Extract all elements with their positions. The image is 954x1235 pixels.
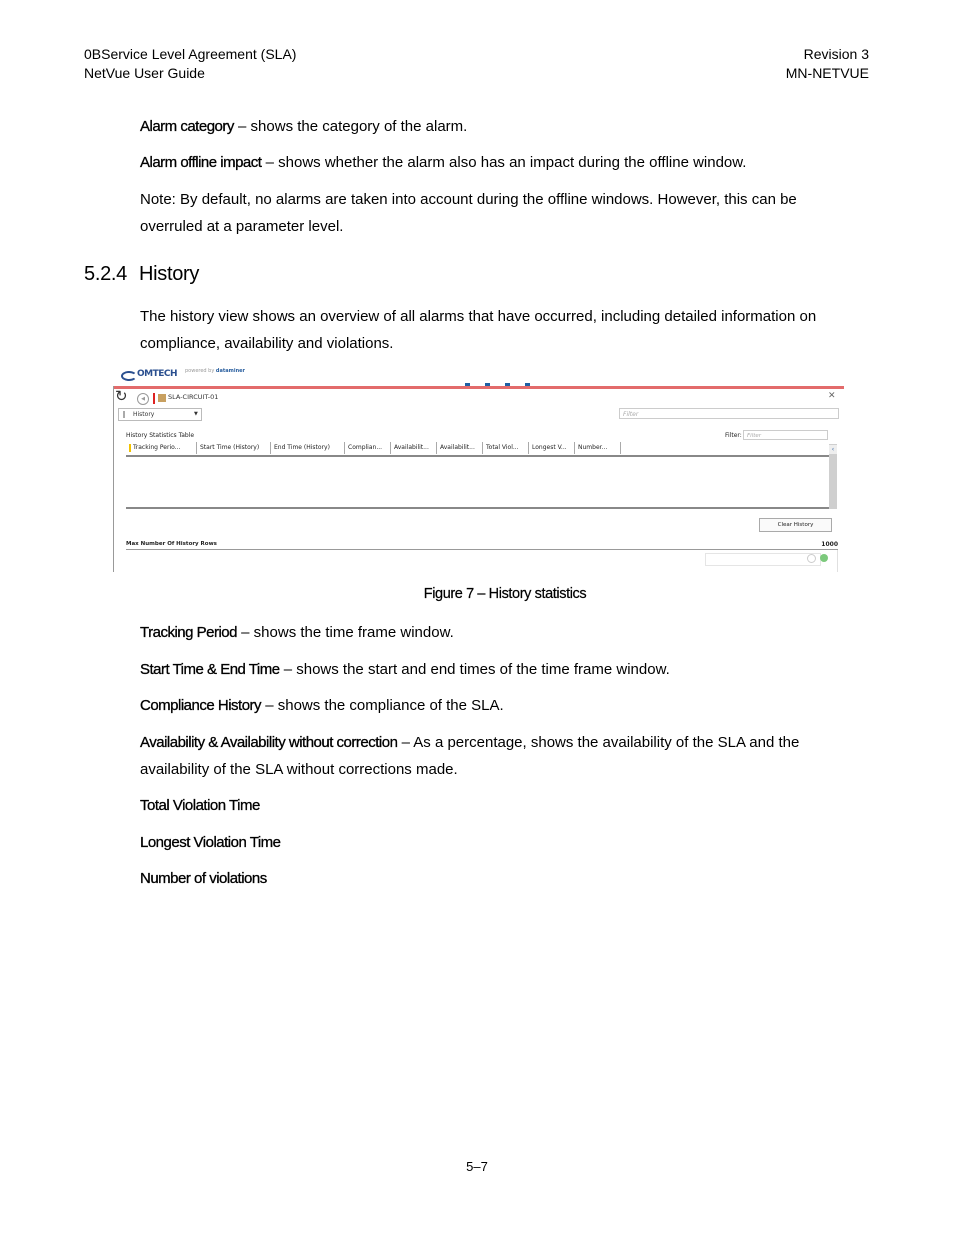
confirm-icon[interactable] bbox=[820, 554, 828, 562]
definition-term: Alarm offline impact bbox=[140, 154, 262, 171]
alarm-flag-icon bbox=[153, 393, 155, 404]
definition-start-end-time bbox=[140, 656, 860, 683]
back-icon[interactable]: ◀ bbox=[137, 393, 149, 405]
definition-alarm-category bbox=[140, 113, 860, 140]
table-filter-label: Filter: bbox=[725, 432, 742, 439]
page-header-right bbox=[786, 45, 869, 83]
definition-compliance-history bbox=[140, 692, 860, 719]
table-bottom-divider bbox=[126, 507, 829, 509]
max-rows-input[interactable] bbox=[705, 553, 821, 566]
powered-brand: dataminer bbox=[215, 368, 245, 374]
definition-tracking-period bbox=[140, 619, 860, 646]
header-guide-title: NetVue User Guide bbox=[84, 65, 205, 81]
select-marker bbox=[123, 411, 125, 418]
powered-by bbox=[185, 368, 245, 374]
column-header[interactable]: Number... bbox=[575, 442, 621, 454]
definition-term: Total Violation Time bbox=[140, 797, 260, 814]
header-revision: Revision 3 bbox=[803, 46, 869, 62]
definition-number-of-violations bbox=[140, 865, 860, 892]
figure-caption: Figure 7 – History statistics bbox=[423, 586, 587, 602]
definition-text: – shows the time frame window. bbox=[237, 624, 454, 641]
close-icon[interactable]: ✕ bbox=[828, 391, 836, 401]
section-heading bbox=[84, 263, 199, 286]
panel-right-border bbox=[837, 550, 838, 572]
column-header[interactable]: End Time (History) bbox=[271, 442, 345, 454]
app-topbar bbox=[113, 364, 845, 386]
definition-total-violation-time bbox=[140, 792, 860, 819]
section-title: History bbox=[138, 263, 200, 285]
definition-term: Tracking Period bbox=[140, 624, 237, 641]
note-paragraph: Note: By default, no alarms are taken into account during the offline windows. However, this can be overruled at a parameter level. bbox=[140, 191, 797, 235]
section-number: 5.2.4 bbox=[84, 263, 127, 285]
logo-text: OMTECH bbox=[137, 369, 178, 379]
view-select[interactable] bbox=[118, 408, 202, 421]
column-marker bbox=[129, 444, 131, 452]
definition-text: – As a percentage, shows the availability of the SLA and the availability of the SLA without corrections made. bbox=[140, 734, 800, 778]
page-number: 5–7 bbox=[466, 1159, 488, 1174]
page-header-left bbox=[84, 45, 296, 83]
definition-alarm-offline-impact bbox=[140, 149, 860, 176]
definition-text: – shows whether the alarm also has an impact during the offline window. bbox=[261, 154, 747, 171]
column-header[interactable]: Total Viol... bbox=[483, 442, 529, 454]
column-header[interactable]: Availabilit... bbox=[437, 442, 483, 454]
spinner-icon[interactable] bbox=[807, 554, 816, 563]
definition-term: Compliance History bbox=[140, 697, 262, 714]
column-header[interactable]: Complian... bbox=[345, 442, 391, 454]
comtech-logo bbox=[121, 369, 179, 383]
alarm-status-bar bbox=[113, 386, 844, 389]
sla-element-icon bbox=[158, 394, 166, 402]
window-dots bbox=[465, 373, 545, 392]
column-header[interactable] bbox=[126, 442, 197, 454]
clear-history-button[interactable]: Clear History bbox=[759, 518, 832, 532]
definition-term: Number of violations bbox=[140, 870, 267, 887]
column-label: Tracking Perio... bbox=[133, 444, 181, 451]
refresh-icon[interactable]: ↻ bbox=[115, 387, 128, 405]
panel-left-border bbox=[113, 386, 114, 572]
max-rows-label: Max Number Of History Rows bbox=[126, 541, 217, 547]
column-header[interactable]: Availabilit... bbox=[391, 442, 437, 454]
logo-swoosh-icon bbox=[121, 371, 137, 381]
definition-text: – shows the category of the alarm. bbox=[233, 118, 468, 135]
definition-longest-violation-time bbox=[140, 829, 860, 856]
definition-text: – shows the start and end times of the time frame window. bbox=[279, 661, 670, 678]
column-header[interactable]: Longest V... bbox=[529, 442, 575, 454]
definition-term: Longest Violation Time bbox=[140, 834, 281, 851]
history-screenshot-figure bbox=[113, 364, 845, 572]
chevron-down-icon: ▼ bbox=[194, 411, 198, 417]
table-title: History Statistics Table bbox=[126, 432, 195, 439]
chevron-left-icon[interactable]: ‹ bbox=[829, 445, 837, 454]
definition-term: Start Time & End Time bbox=[140, 661, 280, 678]
header-doc-id: MN-NETVUE bbox=[785, 65, 869, 81]
section-intro: The history view shows an overview of all alarms that have occurred, including detailed information on compliance, availability and violations. bbox=[140, 308, 817, 352]
definition-term: Availability & Availability without correction bbox=[140, 734, 398, 751]
table-header-divider bbox=[126, 455, 829, 457]
view-select-value: History bbox=[133, 411, 155, 418]
sla-element-name: SLA-CIRCUIT-01 bbox=[168, 393, 219, 401]
powered-by-label: powered by bbox=[185, 368, 215, 374]
definition-text: – shows the compliance of the SLA. bbox=[261, 697, 504, 714]
table-filter-input[interactable]: Filter bbox=[743, 430, 828, 440]
definition-term: Alarm category bbox=[140, 118, 234, 135]
column-header[interactable]: Start Time (History) bbox=[197, 442, 271, 454]
max-rows-divider bbox=[126, 549, 838, 550]
max-rows-value: 1000 bbox=[821, 541, 838, 548]
page-filter-input[interactable]: Filter bbox=[619, 408, 839, 419]
table-header-row bbox=[126, 442, 826, 454]
definition-availability bbox=[140, 729, 860, 783]
header-chapter: 0BService Level Agreement (SLA) bbox=[84, 46, 297, 62]
